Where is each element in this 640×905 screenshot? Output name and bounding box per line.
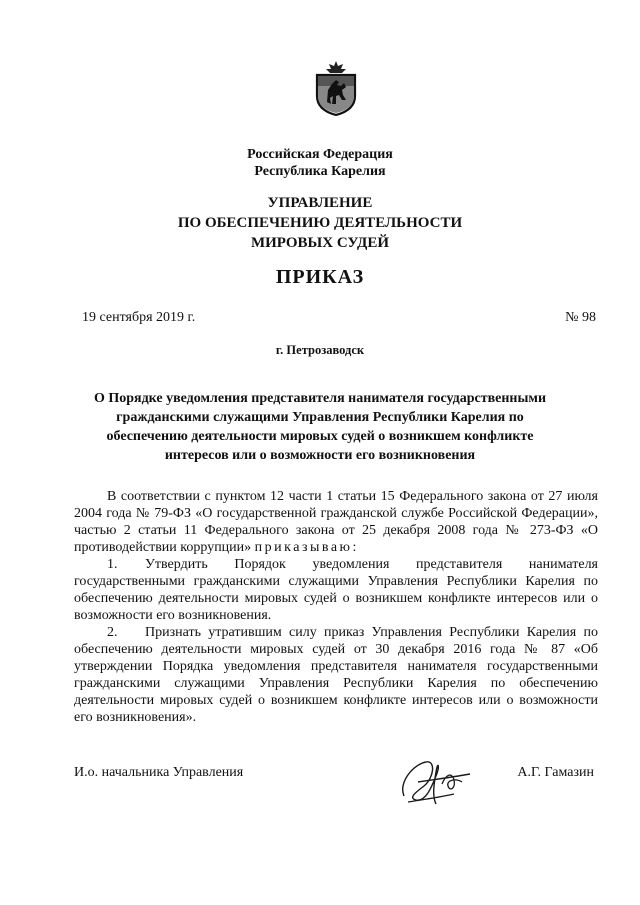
order-title: ПРИКАЗ <box>275 266 365 288</box>
preamble-text: В соответствии с пунктом 12 части 1 статьи 15 Федерального закона от 27 июля 2004 года № 79-ФЗ «О государственной гражданской службе Российской Федерации», частью 2 статьи 11 Федерального закона от 25 декабря 2008 года № 273-ФЗ «О противодействии коррупции» <box>74 489 598 555</box>
subject-line-2: гражданскими служащими Управления Республики Карелия по <box>116 410 524 425</box>
item-2-number: 2. <box>107 625 118 640</box>
order-number: № 98 <box>565 310 596 325</box>
coat-of-arms-icon <box>313 60 359 116</box>
decree-word: приказываю: <box>254 540 359 555</box>
order-city: г. Петрозаводск <box>275 343 365 357</box>
order-item-2 <box>74 624 598 726</box>
handwritten-signature <box>396 752 474 810</box>
department-line-2: ПО ОБЕСПЕЧЕНИЮ ДЕЯТЕЛЬНОСТИ <box>177 215 463 231</box>
department-line-1: УПРАВЛЕНИЕ <box>267 195 373 211</box>
order-body <box>74 488 598 726</box>
subject-line-3: обеспечению деятельности мировых судей о возникшем конфликте <box>106 429 534 444</box>
order-date: 19 сентября 2019 г. <box>82 310 196 325</box>
subject-line-1: О Порядке уведомления представителя нанимателя государственными <box>93 391 547 406</box>
republic-name: Республика Карелия <box>254 164 386 179</box>
department-name-block <box>0 193 640 253</box>
item-1-number: 1. <box>107 557 118 572</box>
item-2-text: Признать утратившим силу приказ Управления Республики Карелия по обеспечению деятельности мировых судей от 30 декабря 2016 года № 87 «Об утверждении Порядка уведомления представителя нанимателя государственными гражданскими служащими Управления Республики Карелия по обеспечению деятельности мировых судей о возникшем конфликте интересов или о возможности его возникновения». <box>74 625 598 725</box>
order-item-1 <box>74 556 598 624</box>
federation-name: Российская Федерация <box>247 147 393 162</box>
department-line-3: МИРОВЫХ СУДЕЙ <box>250 235 389 251</box>
header-federation-block <box>0 146 640 180</box>
order-subject <box>0 389 640 465</box>
preamble-paragraph <box>74 488 598 556</box>
signatory-title: И.о. начальника Управления <box>74 765 244 780</box>
subject-line-4: интересов или о возможности его возникновения <box>164 448 476 463</box>
item-1-text: Утвердить Порядок уведомления представителя нанимателя государственными гражданскими служащими Управления Республики Карелия по обеспечению деятельности мировых судей о возникшем конфликте интересов или о возможности его возникновения. <box>74 557 598 623</box>
signatory-name: А.Г. Гамазин <box>517 765 594 780</box>
